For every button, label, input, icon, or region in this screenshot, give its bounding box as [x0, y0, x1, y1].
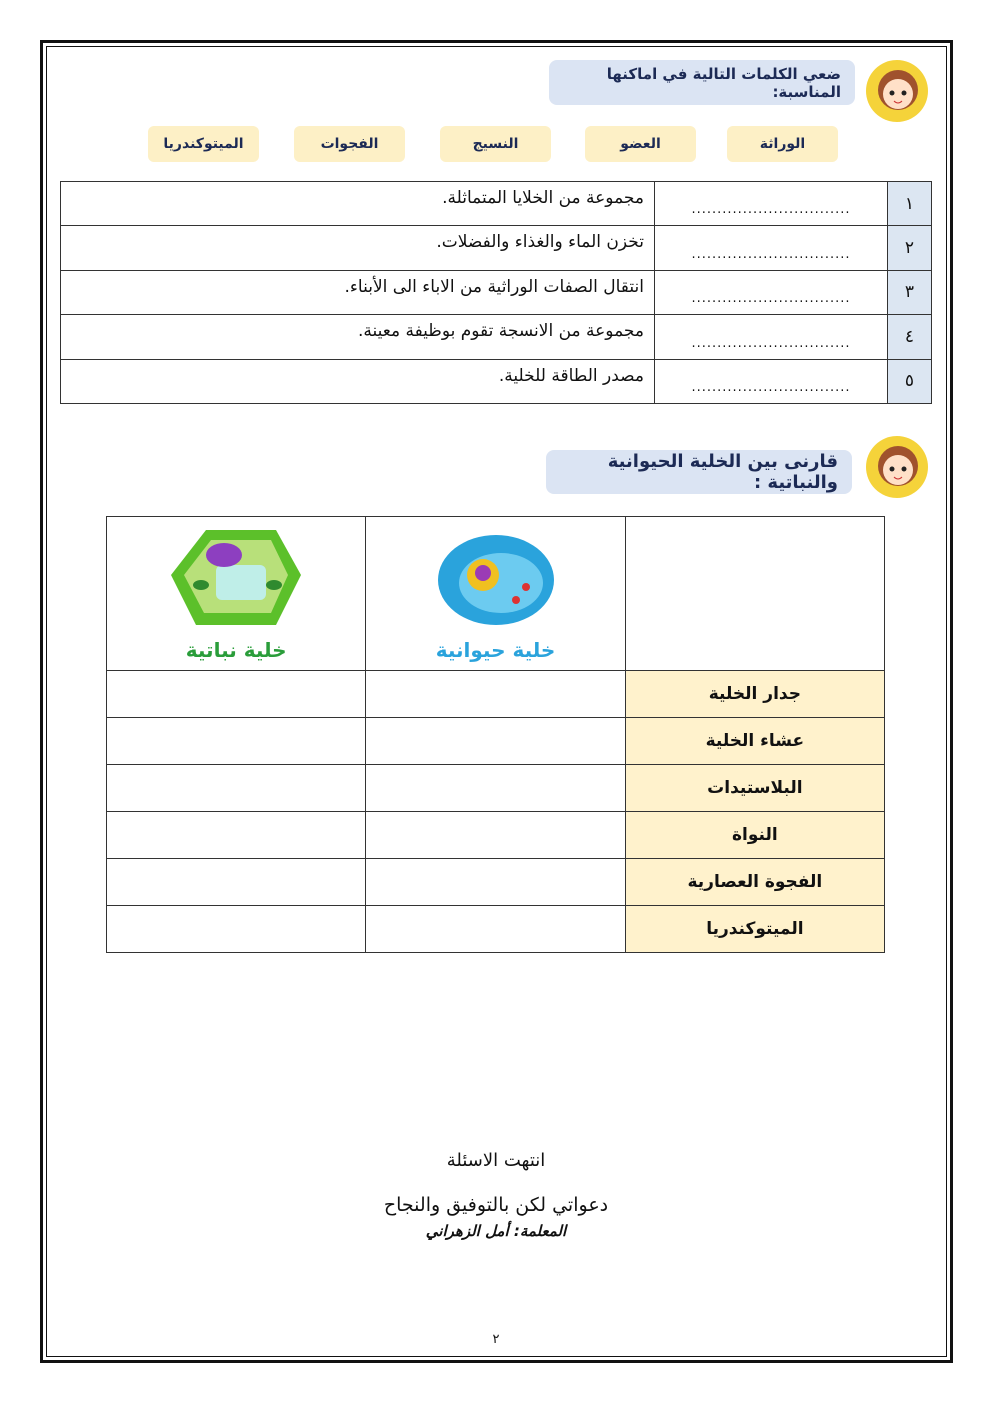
- animal-answer-cell[interactable]: [366, 812, 625, 859]
- feature-label: النواة: [625, 812, 884, 859]
- plant-answer-cell[interactable]: [107, 859, 366, 906]
- plant-answer-cell[interactable]: [107, 812, 366, 859]
- answer-blank[interactable]: ...............................: [655, 270, 888, 314]
- question-text: مجموعة من الانسجة تقوم بوظيفة معينة.: [61, 315, 655, 359]
- animal-answer-cell[interactable]: [366, 906, 625, 953]
- page-number: ٢: [492, 1332, 500, 1347]
- question-text: مجموعة من الخلايا المتماثلة.: [61, 182, 655, 226]
- end-text: انتهت الاسئلة: [446, 1150, 546, 1171]
- question-row: [61, 226, 932, 270]
- girl-mascot-icon: [866, 60, 928, 122]
- word-chip: الفجوات: [294, 126, 405, 162]
- question-row: [61, 359, 932, 403]
- comparison-table: [106, 516, 885, 953]
- animal-answer-cell[interactable]: [366, 765, 625, 812]
- comparison-row: [107, 671, 885, 718]
- animal-cell-icon: [431, 525, 561, 630]
- plant-answer-cell[interactable]: [107, 671, 366, 718]
- comparison-row: [107, 812, 885, 859]
- question-number: ٥: [888, 359, 932, 403]
- wish-text: دعواتي لكن بالتوفيق والنجاح: [383, 1194, 609, 1216]
- question-row: [61, 315, 932, 359]
- animal-answer-cell[interactable]: [366, 718, 625, 765]
- comparison-row: [107, 718, 885, 765]
- answer-blank[interactable]: ...............................: [655, 315, 888, 359]
- question-number: ٤: [888, 315, 932, 359]
- fill-in-table: [60, 181, 932, 404]
- feature-label: الفجوة العصارية: [625, 859, 884, 906]
- question-row: [61, 182, 932, 226]
- question-number: ٣: [888, 270, 932, 314]
- question-text: انتقال الصفات الوراثية من الاباء الى الأبناء.: [61, 270, 655, 314]
- question-text: مصدر الطاقة للخلية.: [61, 359, 655, 403]
- feature-label: الميتوكندريا: [625, 906, 884, 953]
- empty-header-cell: [625, 517, 884, 671]
- question-number: ٢: [888, 226, 932, 270]
- feature-label: عشاء الخلية: [625, 718, 884, 765]
- plant-cell-caption: خلية نباتية: [185, 638, 287, 662]
- answer-blank[interactable]: ...............................: [655, 359, 888, 403]
- comparison-row: [107, 765, 885, 812]
- feature-label: جدار الخلية: [625, 671, 884, 718]
- animal-cell-caption: خلية حيوانية: [435, 638, 556, 662]
- plant-cell-icon: [166, 525, 306, 630]
- comparison-row: [107, 859, 885, 906]
- animal-answer-cell[interactable]: [366, 859, 625, 906]
- animal-cell-header: [366, 517, 625, 671]
- word-chip: النسيج: [440, 126, 551, 162]
- girl-mascot-icon: [866, 436, 928, 498]
- question-row: [61, 270, 932, 314]
- plant-answer-cell[interactable]: [107, 718, 366, 765]
- plant-cell-header: [107, 517, 366, 671]
- plant-answer-cell[interactable]: [107, 765, 366, 812]
- comparison-row: [107, 906, 885, 953]
- answer-blank[interactable]: ...............................: [655, 226, 888, 270]
- section2-title: قارنى بين الخلية الحيوانية والنباتية :: [546, 450, 852, 494]
- plant-answer-cell[interactable]: [107, 906, 366, 953]
- section1-title: ضعي الكلمات التالية في اماكنها المناسبة:: [549, 60, 855, 105]
- feature-label: البلاستيدات: [625, 765, 884, 812]
- word-chip: الميتوكندريا: [148, 126, 259, 162]
- question-text: تخزن الماء والغذاء والفضلات.: [61, 226, 655, 270]
- animal-answer-cell[interactable]: [366, 671, 625, 718]
- word-chip: العضو: [585, 126, 696, 162]
- answer-blank[interactable]: ...............................: [655, 182, 888, 226]
- teacher-signature: المعلمة: أمل الزهراني: [425, 1222, 567, 1240]
- question-number: ١: [888, 182, 932, 226]
- word-chip: الوراثة: [727, 126, 838, 162]
